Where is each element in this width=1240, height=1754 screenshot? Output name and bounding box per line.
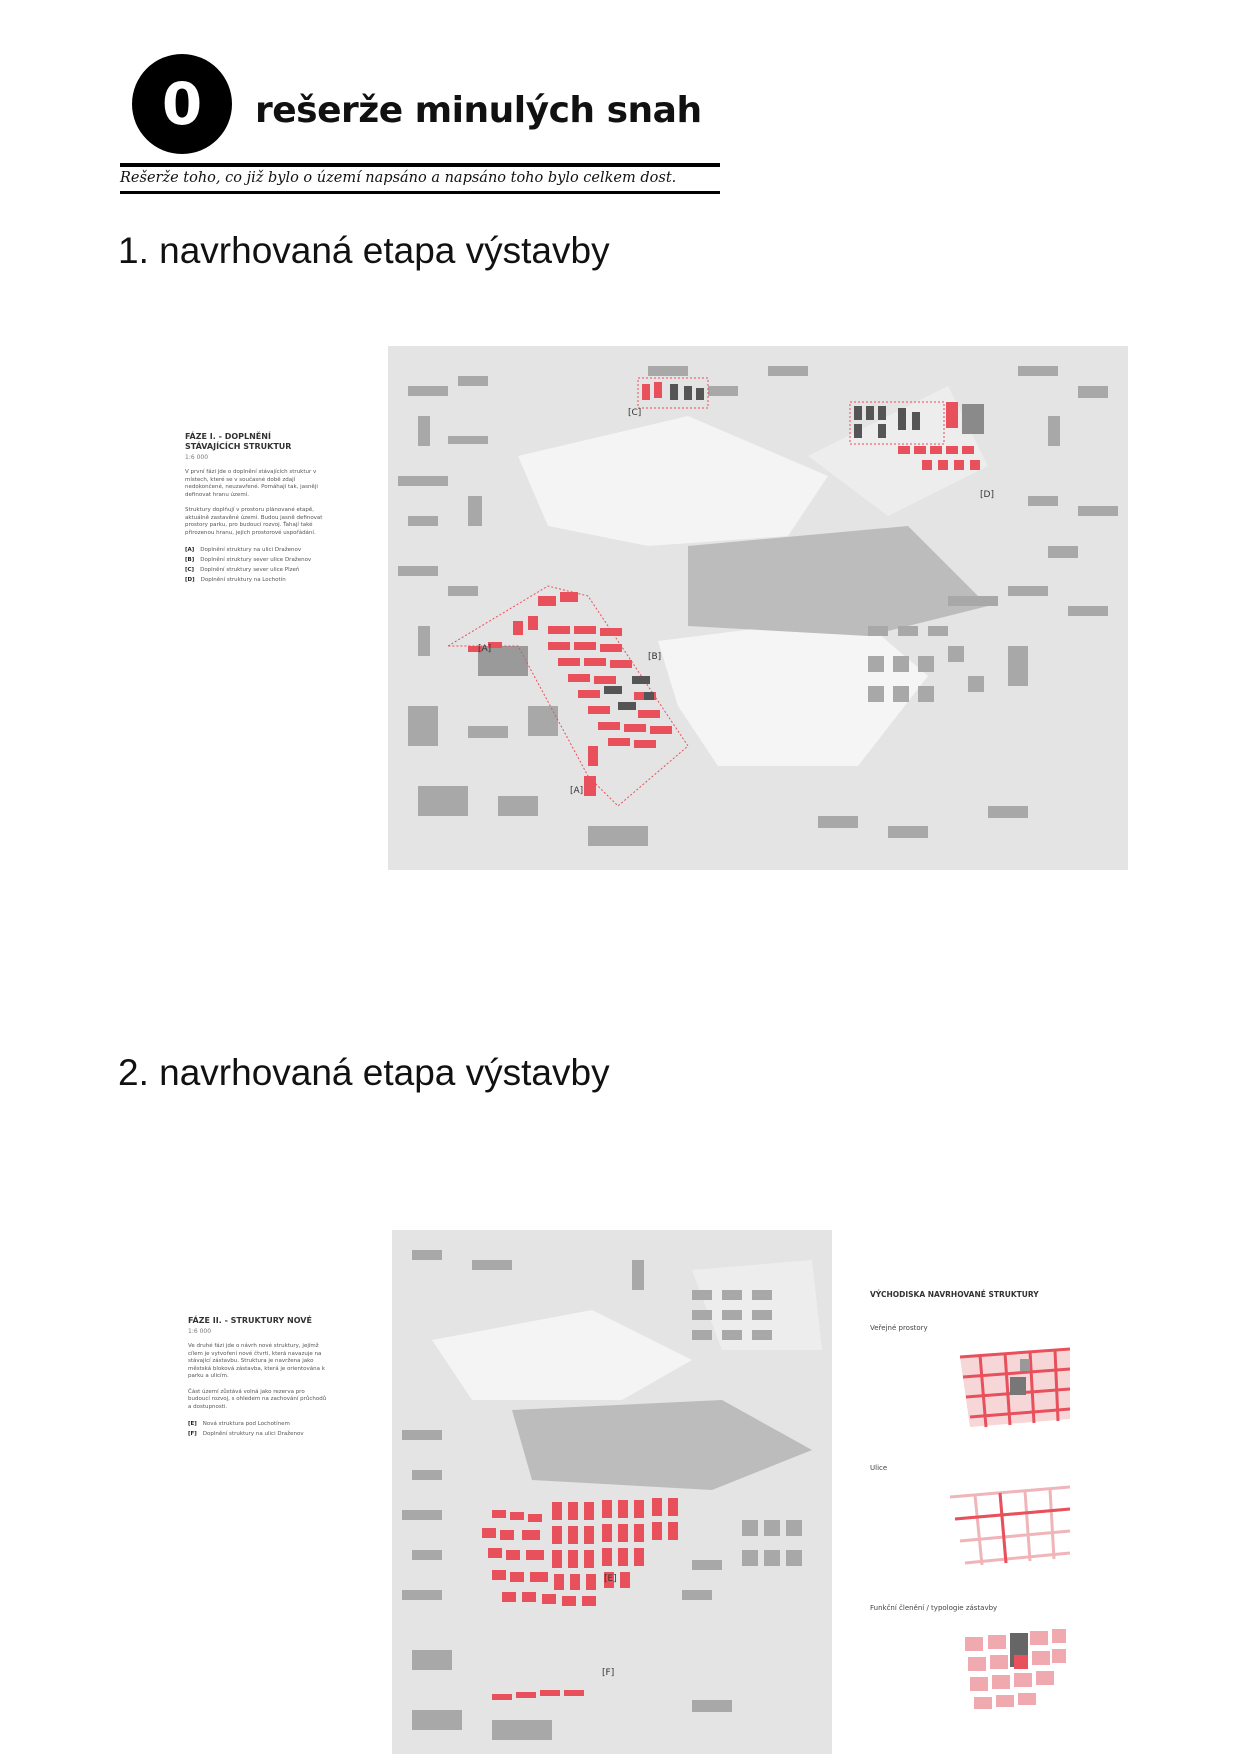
section1-paragraph2: Struktury doplňují v prostoru plánované etapě, aktuálně zastavěné území. Budou jasně definovat prostory parku, pro budoucí rozvoj. Ťahají také přirozenou hranu, jejich prostorové uspořádání. <box>185 507 323 536</box>
map-label-a2: [A] <box>570 786 584 796</box>
diagram-streets <box>870 1455 1070 1595</box>
section1-heading: 1. navrhovaná etapa výstavby <box>118 230 610 271</box>
phase1-map <box>388 346 1128 870</box>
section2-heading: 2. navrhovaná etapa výstavby <box>118 1052 610 1093</box>
structure-diagrams <box>870 1290 1070 1750</box>
legend-item: [C] Doplnění struktury sever ulice Plzeň <box>185 567 300 573</box>
page-header <box>120 50 720 200</box>
diagrams-title: VÝCHODISKA NAVRHOVANÉ STRUKTURY <box>870 1290 1039 1299</box>
diagram-caption: Funkční členění / typologie zástavby <box>870 1604 998 1612</box>
section2-legend-panel <box>188 1316 328 1439</box>
section2-paragraph1: Ve druhé fázi jde o návrh nové struktury, jejímž cílem je vytvoření nové čtvrti, která navazuje na stávající zástavbu. Struktura je navržena jako městská bloková zástavba, která je orientována k parku a ulicím. <box>188 1343 325 1379</box>
phase2-map <box>392 1230 832 1754</box>
legend-item: [A] Doplnění struktury na ulici Draženov <box>185 547 302 553</box>
map-label-d: [D] <box>980 490 994 500</box>
section2-paragraph2: Část území zůstává volná jako rezerva pro budoucí rozvoj, s ohledem na zachování průchodů a dostupnosti. <box>188 1388 327 1410</box>
chapter-badge: 0 <box>132 54 232 154</box>
legend-item: [B] Doplnění struktury sever ulice Draženov <box>185 557 312 563</box>
section2-scale: 1:6 000 <box>188 1328 212 1335</box>
page-subtitle: Rešerže toho, co již bylo o území napsáno a napsáno toho bylo celkem dost. <box>120 170 677 186</box>
legend-item: [F] Doplnění struktury na ulici Draženov <box>188 1431 304 1437</box>
legend-item: [E] Nová struktura pod Lochotínem <box>188 1421 290 1427</box>
title-rule-top <box>120 163 720 167</box>
map-label-f: [F] <box>602 1668 615 1678</box>
section1-paragraph1: V první fázi jde o doplnění stávajících struktur v místech, které se v současné době zdají nedokončené, neuzavřené. Pomáhají tak, jasněji definovat hranu území. <box>185 469 318 498</box>
map-label-a: [A] <box>478 644 492 654</box>
page-title: rešerže minulých snah <box>255 90 702 131</box>
diagram-public-spaces <box>870 1315 1070 1455</box>
section1-panel-title: FÁZE I. - DOPLNĚNÍ STÁVAJÍCÍCH STRUKTUR <box>185 432 292 451</box>
section1-scale: 1:6 000 <box>185 454 209 461</box>
map-label-e: [E] <box>604 1574 617 1584</box>
legend-item: [D] Doplnění struktury na Lochotín <box>185 577 286 583</box>
section2-panel-title: FÁZE II. - STRUKTURY NOVÉ <box>188 1316 312 1325</box>
map-label-b: [B] <box>648 652 662 662</box>
map-label-c: [C] <box>628 408 642 418</box>
section1-legend-panel <box>185 432 325 585</box>
diagram-caption: Ulice <box>870 1464 888 1472</box>
diagram-functions <box>870 1595 1070 1735</box>
title-rule-bottom <box>120 191 720 194</box>
diagram-caption: Veřejné prostory <box>870 1324 928 1332</box>
